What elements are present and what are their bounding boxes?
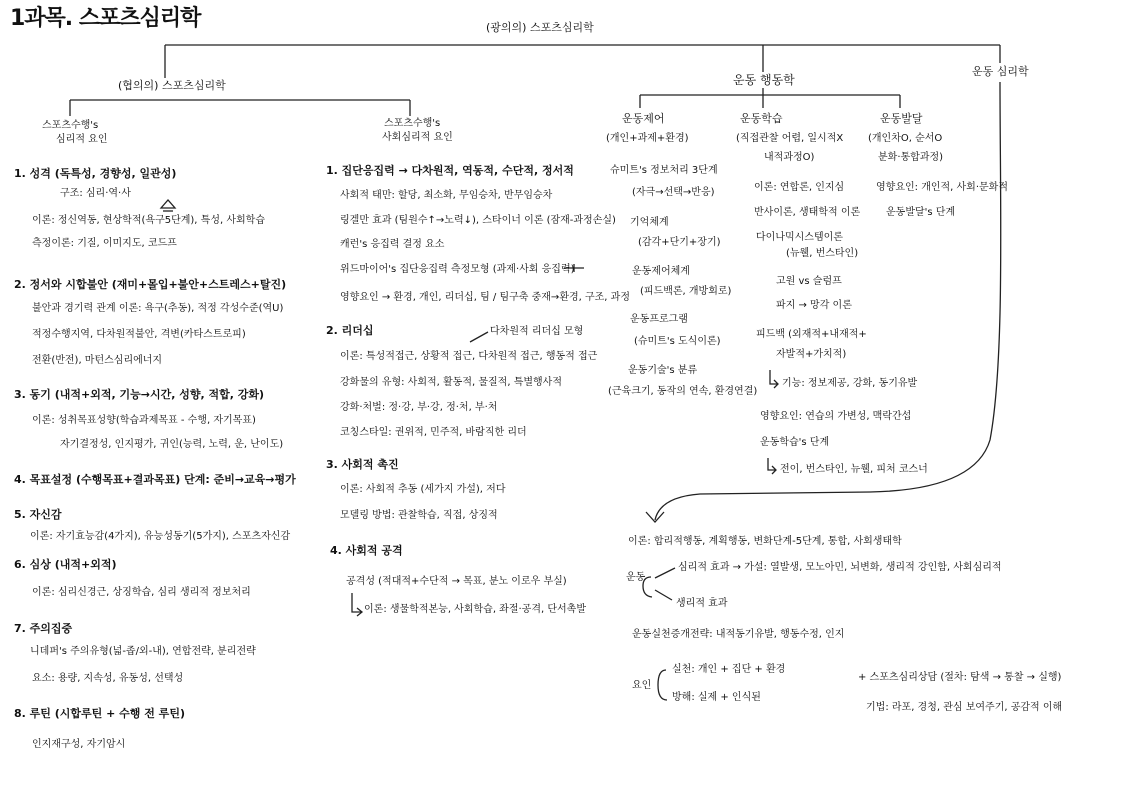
motor-control-line: 운동기술's 분류	[628, 365, 698, 376]
motor-behavior-node: 운동 행동학	[733, 73, 795, 87]
motor-control-line: (자극→선택→반응)	[632, 187, 715, 198]
motor-control-line: 기억체계	[630, 217, 669, 228]
motor-control-line: 운동제어체계	[632, 266, 690, 277]
counseling-technique-line: 기법: 라포, 경청, 관심 보여주기, 공감적 이해	[866, 702, 1063, 713]
exercise-label: 운동	[626, 572, 646, 583]
routine-heading: 8. 루틴 (시합루틴 + 수행 전 루틴)	[14, 707, 185, 720]
motor-learning-line: 운동학습's 단계	[760, 437, 830, 448]
social-header-line2: 사회심리적 요인	[382, 132, 453, 143]
cohesion-line: 링겔만 효과 (팀원수↑→노력↓), 스타이너 이론 (잠재-과정손실)	[340, 215, 616, 226]
motor-learning-line: 기능: 정보제공, 강화, 동기유발	[782, 378, 918, 389]
personality-line: 이론: 정신역동, 현상학적(욕구5단계), 특성, 사회학습	[32, 215, 265, 226]
personality-line: 측정이론: 기질, 이미지도, 코드프	[32, 238, 177, 249]
emotion-anxiety-line: 적정수행지역, 다차원적불안, 격변(카타스트로피)	[32, 329, 246, 340]
emotion-anxiety-line: 전환(반전), 마턴스심리에너지	[32, 355, 163, 366]
attention-heading: 7. 주의집중	[14, 622, 73, 635]
aggression-line: 공격성 (적대적+수단적 → 목표, 분노 이로우 부실)	[346, 576, 567, 587]
motor-learning-line: 이론: 연합론, 인지심	[754, 182, 845, 193]
individual-header-line1: 스포츠수행's	[42, 120, 99, 131]
motor-learning-line: 파지 → 망각 이론	[776, 300, 852, 311]
motor-control-line: (피드백론, 개방회로)	[640, 286, 732, 297]
attention-line: 요소: 용량, 지속성, 유동성, 선택성	[32, 673, 184, 684]
exercise-psych-effect-line: 심리적 효과 → 가설: 열발생, 모노아민, 뇌변화, 생리적 강인함, 사회심리적	[678, 562, 1002, 573]
narrow-sport-psych-node: (협의의) 스포츠심리학	[118, 79, 226, 92]
cohesion-line: 영향요인 → 환경, 개인, 리더십, 팀 / 팀구축 중재→환경, 구조, 과정	[340, 292, 630, 303]
imagery-heading: 6. 심상 (내적+외적)	[14, 558, 117, 571]
social-facilitation-heading: 3. 사회적 촉진	[326, 458, 399, 471]
motivation-line: 자기결정성, 인지평가, 귀인(능력, 노력, 운, 난이도)	[60, 439, 284, 450]
social-header-line1: 스포츠수행's	[384, 118, 441, 129]
individual-header-line2: 심리적 요인	[56, 134, 108, 145]
counseling-line: + 스포츠심리상담 (절차: 탐색 → 통찰 → 실행)	[858, 672, 1062, 683]
leadership-model-note: 다차원적 리더십 모형	[490, 326, 584, 337]
motor-learning-title: 운동학습	[740, 112, 783, 125]
motor-control-line: (감각+단기+장기)	[638, 237, 721, 248]
leadership-line: 강화·처벌: 정·강, 부·강, 정·처, 부·처	[340, 402, 498, 413]
motor-development-title: 운동발달	[880, 112, 923, 125]
motivation-line: 이론: 성취목표성향(학습과제목표 - 수행, 자기목표)	[32, 415, 256, 426]
goal-setting-heading: 4. 목표설정 (수행목표+결과목표) 단계: 준비→교육→평가	[14, 473, 296, 486]
cohesion-line: 캐런's 응집력 결정 요소	[340, 239, 445, 250]
motor-control-line: (근육크기, 동작의 연속, 환경연결)	[608, 386, 758, 397]
emotion-anxiety-heading: 2. 정서와 시합불안 (재미+몰입+불안+스트레스+탈진)	[14, 278, 287, 291]
motivation-heading: 3. 동기 (내적+외적, 기능→시간, 성향, 적합, 강화)	[14, 388, 265, 401]
social-facilitation-line: 모델링 방법: 관찰학습, 직접, 상징적	[340, 510, 498, 521]
personality-line: 구조: 심리·역·사	[60, 188, 131, 199]
motor-development-line: 영향요인: 개인적, 사회·문화적	[876, 182, 1009, 193]
motor-control-sub: (개인+과제+환경)	[606, 133, 689, 144]
motor-learning-line: 다이나믹시스템이론	[756, 232, 843, 243]
exercise-strategy-line: 운동실천증개전략: 내적동기유발, 행동수정, 인지	[632, 629, 845, 640]
motor-control-line: 운동프로그램	[630, 314, 688, 325]
confidence-heading: 5. 자신감	[14, 508, 62, 521]
leadership-line: 강화물의 유형: 사회적, 활동적, 물질적, 특별행사적	[340, 377, 562, 388]
exercise-psych-node: 운동 심리학	[972, 65, 1029, 78]
exercise-physio-effect-line: 생리적 효과	[676, 598, 728, 609]
motor-control-line: (슈미트's 도식이론)	[634, 336, 721, 347]
motor-learning-sub: (직접관찰 어렵, 일시적X	[736, 133, 844, 144]
leadership-heading: 2. 리더십	[326, 324, 374, 337]
routine-line: 인지재구성, 자기암시	[32, 739, 126, 750]
emotion-anxiety-line: 불안과 경기력 관계 이론: 욕구(추동), 적정 각성수준(역U)	[32, 303, 284, 314]
motor-learning-sub: 내적과정O)	[764, 152, 815, 163]
leadership-line: 코칭스타일: 권위적, 민주적, 바람직한 리더	[340, 427, 527, 438]
social-facilitation-line: 이론: 사회적 추동 (세가지 가설), 저다	[340, 484, 506, 495]
cohesion-line: 사회적 태만: 할당, 최소화, 무임승차, 반무임승차	[340, 190, 553, 201]
motor-learning-line: (뉴웰, 번스타인)	[786, 248, 859, 259]
motor-learning-line: 자발적+가치적)	[776, 349, 847, 360]
motor-development-line: 운동발달's 단계	[886, 207, 956, 218]
confidence-line: 이론: 자기효능감(4가지), 유능성동기(5가지), 스포츠자신감	[30, 531, 291, 542]
exercise-factor-label: 요인	[632, 680, 652, 691]
leadership-line: 이론: 특성적접근, 상황적 접근, 다차원적 접근, 행동적 접근	[340, 351, 598, 362]
imagery-line: 이론: 심리신경근, 상징학습, 심리 생리적 정보처리	[32, 587, 251, 598]
cohesion-line: 위드마이어's 집단응집력 측정모형 (과제·사회 응집력)	[340, 264, 575, 275]
motor-development-sub: 분화·통합과정)	[878, 152, 944, 163]
root-node: (광의의) 스포츠심리학	[486, 21, 594, 34]
motor-learning-line: 피드백 (외재적+내재적+	[756, 329, 867, 340]
exercise-barrier-line: 방해: 실제 + 인식된	[672, 692, 761, 703]
attention-line: 니데퍼's 주의유형(넓-좁/외-내), 연합전략, 분리전략	[30, 646, 256, 657]
motor-development-sub: (개인차O, 순서O	[868, 133, 943, 144]
aggression-line: 이론: 생물학적본능, 사회학습, 좌절·공격, 단서촉발	[364, 604, 586, 615]
personality-heading: 1. 성격 (독특성, 경향성, 일관성)	[14, 167, 177, 180]
aggression-heading: 4. 사회적 공격	[330, 544, 403, 557]
motor-control-title: 운동제어	[622, 112, 665, 125]
exercise-practice-line: 실천: 개인 + 집단 + 환경	[672, 664, 786, 675]
cohesion-heading: 1. 집단응집력 → 다차원적, 역동적, 수단적, 정서적	[326, 164, 574, 177]
motor-learning-line: 반사이론, 생태학적 이론	[754, 207, 861, 218]
motor-learning-line: 영향요인: 연습의 가변성, 맥락간섭	[760, 411, 912, 422]
page-title: 1과목. 스포츠심리학	[10, 6, 201, 31]
exercise-theory-line: 이론: 합리적행동, 계획행동, 변화단계-5단계, 통합, 사회생태학	[628, 536, 902, 547]
motor-learning-line: 고원 vs 슬럼프	[776, 276, 842, 287]
motor-control-line: 슈미트's 정보처리 3단계	[610, 165, 718, 176]
motor-learning-line: 전이, 번스타인, 뉴웰, 피처 코스너	[780, 464, 928, 475]
